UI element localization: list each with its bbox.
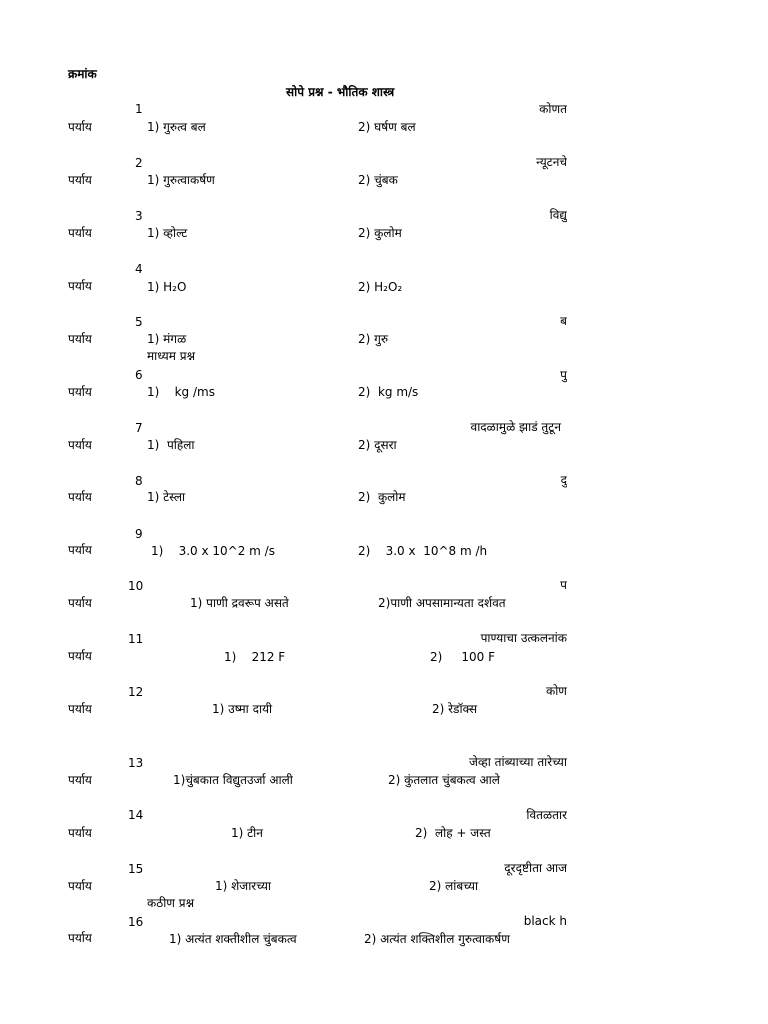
question-text: जेव्हा तांब्याच्या तारेच्या bbox=[468, 755, 567, 769]
option-2: 2) कुंतलात चुंबकत्व आले bbox=[388, 773, 500, 787]
option-1: 1) kg /ms bbox=[147, 385, 215, 399]
option-2: 2) 3.0 x 10^8 m /h bbox=[358, 544, 488, 558]
question-number: 6 bbox=[135, 368, 143, 382]
question-text: पु bbox=[560, 368, 567, 382]
question-text: वादळामुळे झाडं तुटून bbox=[470, 420, 561, 434]
option-label: पर्याय bbox=[68, 826, 92, 840]
option-label: पर्याय bbox=[68, 279, 92, 293]
question-number: 12 bbox=[128, 685, 144, 699]
option-label: पर्याय bbox=[68, 490, 92, 504]
question-text: प bbox=[560, 578, 567, 592]
option-1: 1) पहिला bbox=[147, 438, 195, 452]
question-text: दु bbox=[560, 473, 567, 487]
option-2: 2) गुरु bbox=[358, 332, 389, 346]
option-2: 2) अत्यंत शक्तिशील गुरुत्वाकर्षण bbox=[364, 932, 510, 946]
question-number: 15 bbox=[128, 862, 144, 876]
option-1: 1) अत्यंत शक्तीशील चुंबकत्व bbox=[169, 932, 297, 946]
option-label: पर्याय bbox=[68, 332, 92, 346]
option-label: पर्याय bbox=[68, 226, 92, 240]
option-1: 1)चुंबकात विद्युतउर्जा आली bbox=[173, 773, 293, 787]
question-text: दूरदृष्टीता आज bbox=[504, 861, 567, 875]
option-label: पर्याय bbox=[68, 120, 92, 134]
option-2: 2) 100 F bbox=[430, 650, 496, 664]
option-1: 1) 3.0 x 10^2 m /s bbox=[151, 544, 275, 558]
option-label: पर्याय bbox=[68, 931, 92, 945]
option-label: पर्याय bbox=[68, 773, 92, 787]
option-2: 2) रेडॉक्स bbox=[432, 702, 478, 716]
question-text: ब bbox=[560, 314, 567, 328]
option-2: 2) दूसरा bbox=[358, 438, 397, 452]
option-2: 2) लांबच्या bbox=[429, 879, 479, 893]
option-label: पर्याय bbox=[68, 702, 92, 716]
section-heading-hard: कठीण प्रश्न bbox=[147, 896, 195, 910]
question-number: 2 bbox=[135, 156, 143, 170]
serial-header: क्रमांक bbox=[68, 67, 97, 81]
question-number: 11 bbox=[128, 632, 144, 646]
option-2: 2) चुंबक bbox=[358, 173, 398, 187]
option-1: 1) शेजारच्या bbox=[215, 879, 272, 893]
option-2: 2) kg m/s bbox=[358, 385, 419, 399]
option-label: पर्याय bbox=[68, 438, 92, 452]
option-label: पर्याय bbox=[68, 173, 92, 187]
option-1: 1) H₂O bbox=[147, 280, 187, 294]
option-1: 1) टीन bbox=[231, 826, 263, 840]
question-text: विद्यु bbox=[549, 208, 567, 222]
option-1: 1) पाणी द्रवरूप असते bbox=[190, 596, 289, 610]
option-label: पर्याय bbox=[68, 385, 92, 399]
option-1: 1) गुरुत्व बल bbox=[147, 120, 206, 134]
option-2: 2) कुलोम bbox=[358, 226, 402, 240]
option-1: 1) मंगळ bbox=[147, 332, 187, 346]
question-number: 3 bbox=[135, 209, 143, 223]
question-text: black h bbox=[523, 914, 567, 928]
option-1: 1) उष्मा दायी bbox=[212, 702, 273, 716]
option-2: 2) H₂O₂ bbox=[358, 280, 403, 294]
question-text: कोण bbox=[545, 684, 567, 698]
question-text: कोणत bbox=[539, 102, 567, 116]
question-number: 8 bbox=[135, 474, 143, 488]
option-1: 1) 212 F bbox=[224, 650, 286, 664]
page-title: सोपे प्रश्न - भौतिक शास्त्र bbox=[286, 85, 395, 99]
question-number: 4 bbox=[135, 262, 143, 276]
option-2: 2) कुलोम bbox=[358, 490, 406, 504]
option-2: 2) घर्षण बल bbox=[358, 120, 416, 134]
question-number: 7 bbox=[135, 421, 143, 435]
option-label: पर्याय bbox=[68, 543, 92, 557]
option-label: पर्याय bbox=[68, 596, 92, 610]
question-text: पाण्याचा उत्कलनांक bbox=[480, 631, 567, 645]
question-number: 16 bbox=[128, 915, 144, 929]
option-label: पर्याय bbox=[68, 649, 92, 663]
option-2: 2) लोह + जस्त bbox=[415, 826, 491, 840]
option-1: 1) गुरुत्वाकर्षण bbox=[147, 173, 215, 187]
option-1: 1) व्होल्ट bbox=[147, 226, 188, 240]
question-number: 14 bbox=[128, 808, 144, 822]
section-heading-medium: माध्यम प्रश्न bbox=[147, 349, 196, 363]
option-2: 2)पाणी अपसामान्यता दर्शवत bbox=[378, 596, 506, 610]
question-text: न्यूटनचे bbox=[536, 155, 567, 169]
question-number: 9 bbox=[135, 527, 143, 541]
question-number: 1 bbox=[135, 102, 143, 116]
option-label: पर्याय bbox=[68, 879, 92, 893]
question-number: 10 bbox=[128, 579, 144, 593]
question-number: 13 bbox=[128, 756, 144, 770]
option-1: 1) टेस्ला bbox=[147, 490, 186, 504]
question-number: 5 bbox=[135, 315, 143, 329]
question-text: वितळतार bbox=[526, 808, 567, 822]
